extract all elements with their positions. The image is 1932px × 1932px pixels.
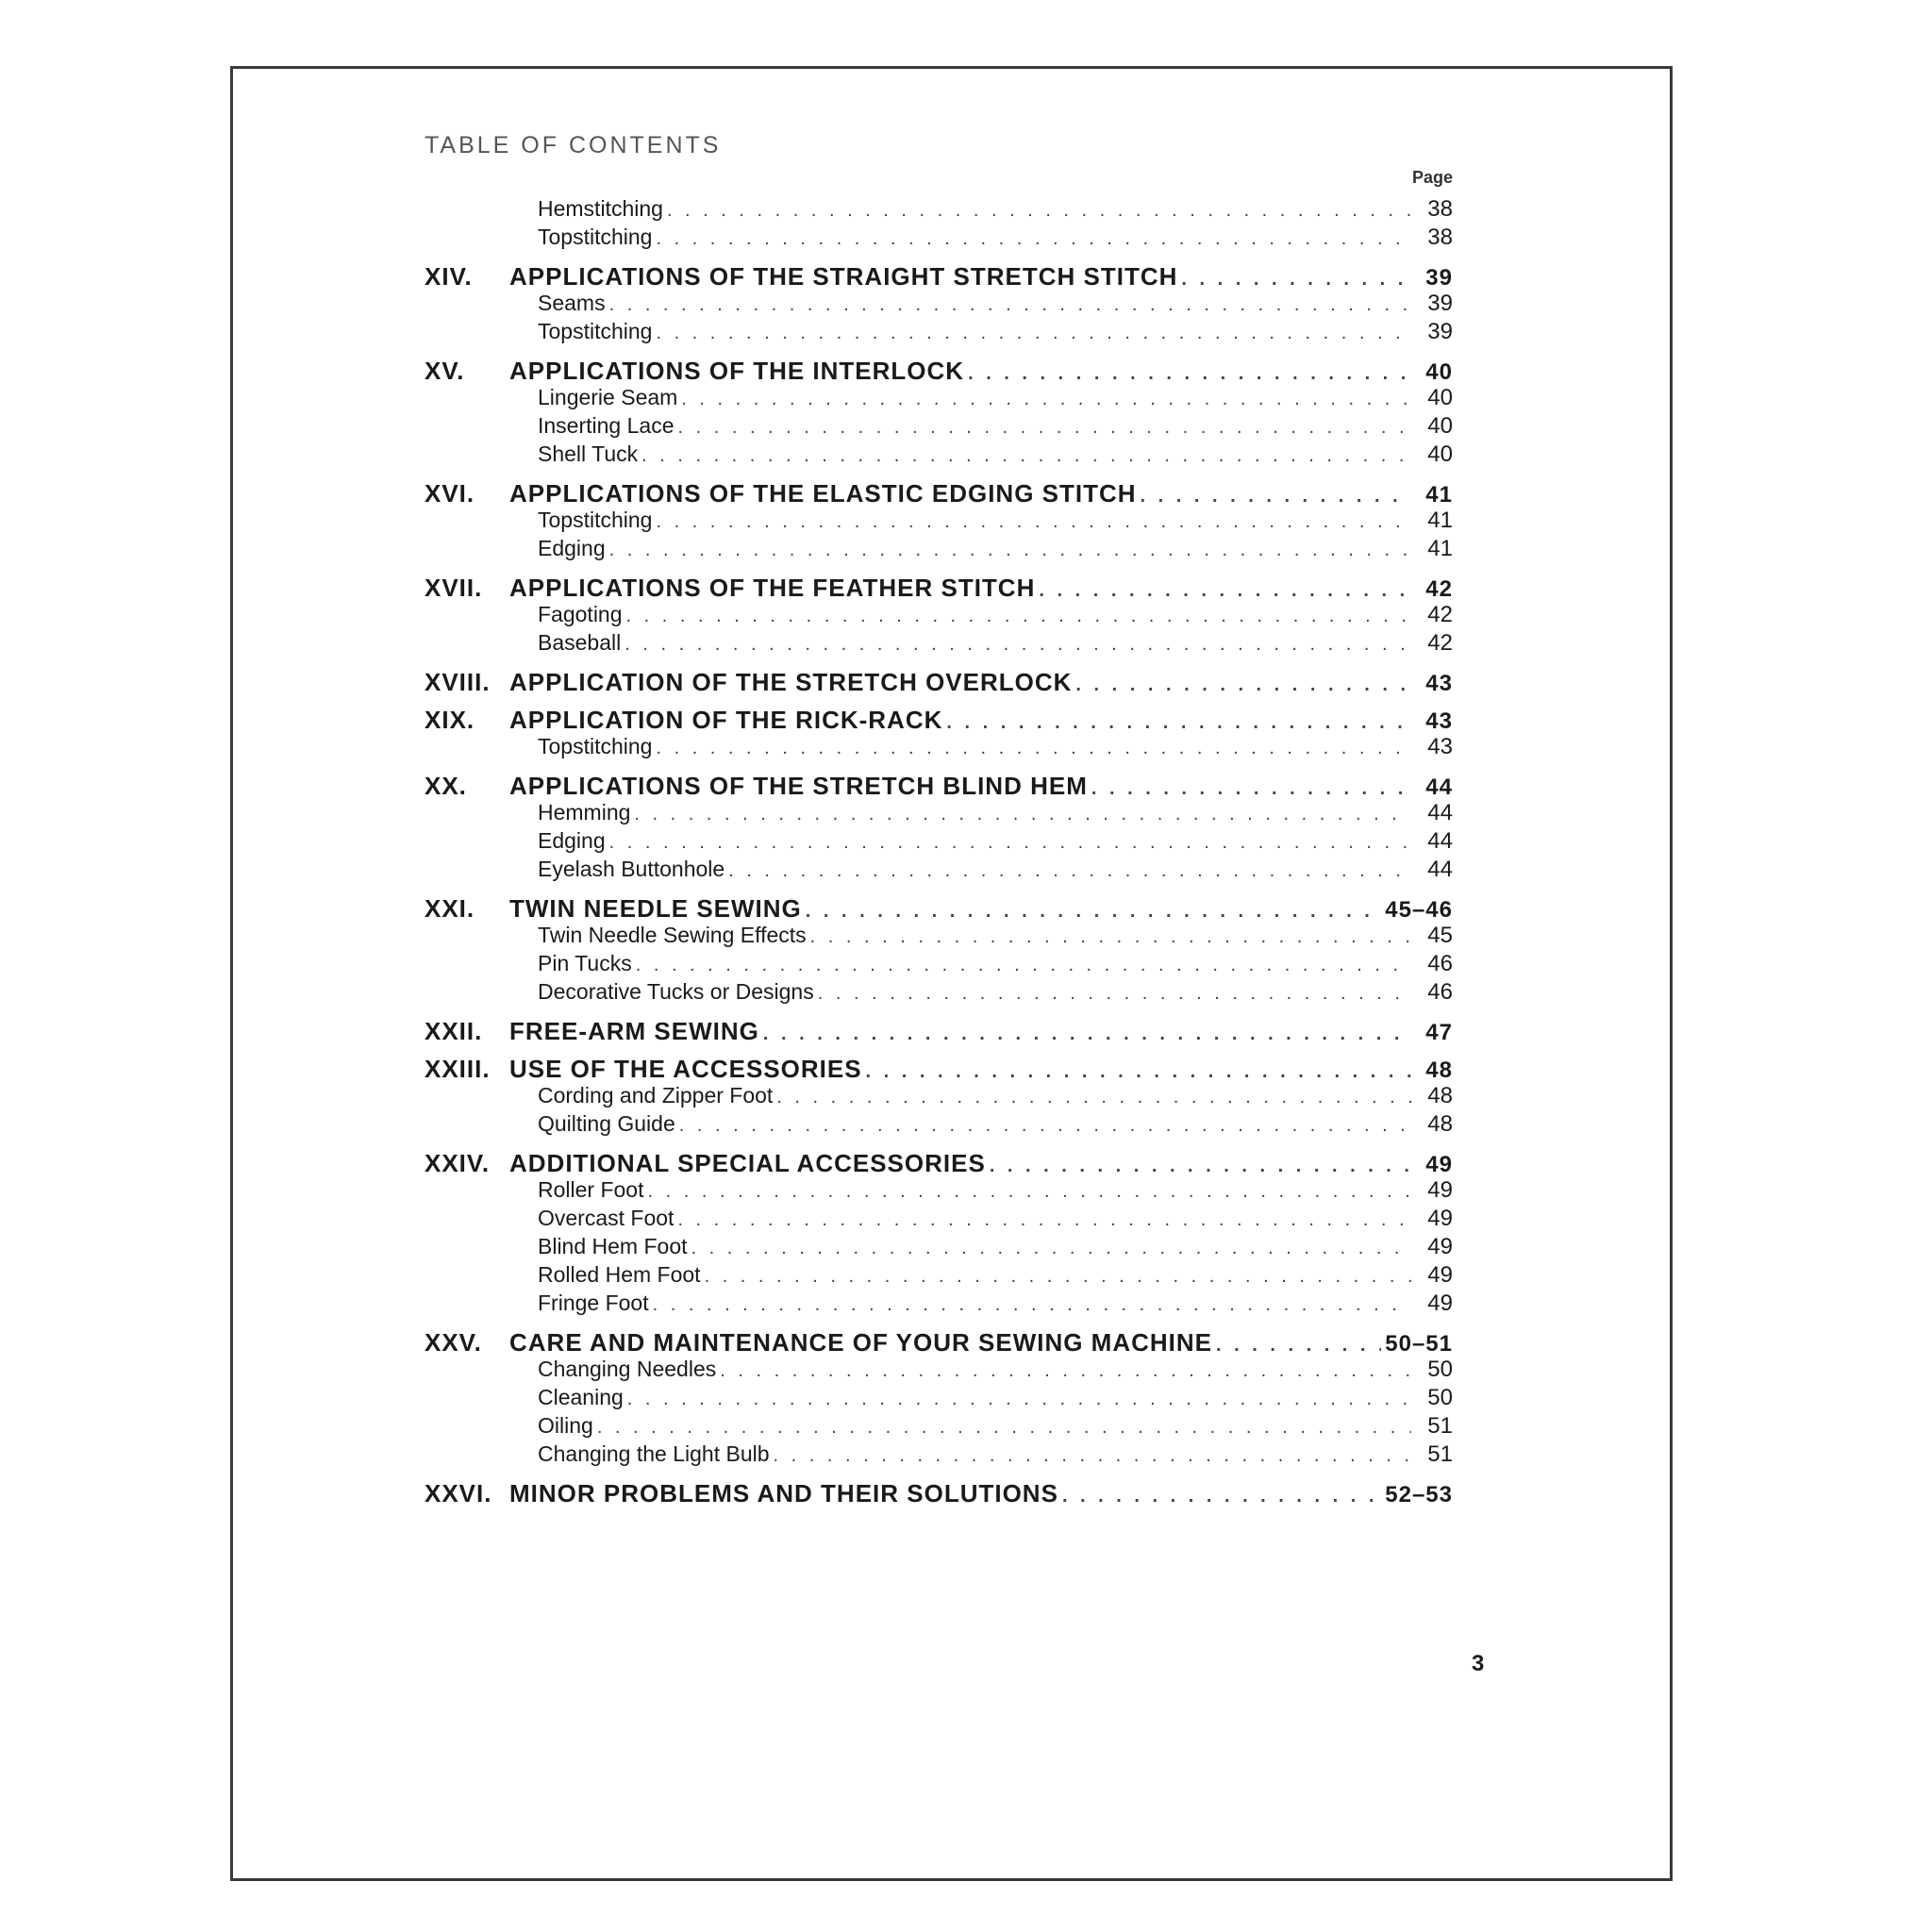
toc-section-row — [425, 1328, 1453, 1357]
section-number: XVIII. — [425, 668, 491, 696]
toc-subentry-row — [425, 1111, 1453, 1138]
subentry-title: Overcast Foot — [538, 1206, 675, 1230]
toc-subentry-row — [425, 413, 1453, 440]
toc-section-row — [425, 262, 1453, 291]
page-ref: 45–46 — [1385, 897, 1453, 923]
page-ref: 49 — [1427, 1234, 1453, 1259]
subentry-title: Changing the Light Bulb — [538, 1441, 770, 1466]
dot-leader — [626, 606, 1411, 627]
section-title: TWIN NEEDLE SEWING — [509, 894, 802, 923]
toc-subentry-row — [425, 602, 1453, 628]
page-ref: 50 — [1427, 1385, 1453, 1410]
section-number: XXIV. — [425, 1149, 491, 1177]
dot-leader — [1062, 1486, 1381, 1507]
dot-leader — [656, 228, 1411, 250]
section-number: XXII. — [425, 1017, 483, 1045]
page-ref: 46 — [1427, 979, 1453, 1005]
section-title: APPLICATION OF THE STRETCH OVERLOCK — [509, 668, 1073, 696]
dot-leader — [990, 1156, 1411, 1177]
subentry-title: Fagoting — [538, 602, 623, 626]
page-ref: 49 — [1427, 1262, 1453, 1288]
toc-subentry-row — [425, 291, 1453, 317]
subentry-title: Blind Hem Foot — [538, 1234, 688, 1258]
toc-subentry-row — [425, 1413, 1453, 1440]
section-title: APPLICATIONS OF THE ELASTIC EDGING STITCH — [509, 479, 1137, 508]
section-number: XIX. — [425, 706, 475, 734]
toc-subentry-row — [425, 1177, 1453, 1204]
toc-section-row — [425, 1055, 1453, 1084]
subentry-title: Fringe Foot — [538, 1291, 649, 1315]
page-number: 3 — [1472, 1651, 1485, 1676]
section-title: FREE-ARM SEWING — [509, 1017, 759, 1045]
page-ref: 44 — [1427, 800, 1453, 825]
page-ref: 43 — [1425, 708, 1453, 734]
section-title: MINOR PROBLEMS AND THEIR SOLUTIONS — [509, 1479, 1058, 1507]
dot-leader — [866, 1061, 1411, 1083]
subentry-title: Lingerie Seam — [538, 385, 678, 409]
section-title: CARE AND MAINTENANCE OF YOUR SEWING MACHINE — [509, 1328, 1213, 1357]
page-ref: 39 — [1427, 319, 1453, 344]
toc-subentry-row — [425, 1234, 1453, 1260]
page-ref: 50–51 — [1385, 1331, 1453, 1357]
toc-section-row — [425, 772, 1453, 801]
subentry-title: Hemstitching — [538, 196, 663, 221]
subentry-title: Topstitching — [538, 225, 653, 249]
section-number: XIV. — [425, 262, 473, 291]
section-title: APPLICATIONS OF THE STRAIGHT STRETCH STITCH — [509, 262, 1178, 291]
toc-subentry-row — [425, 800, 1453, 826]
section-title: APPLICATIONS OF THE STRETCH BLIND HEM — [509, 772, 1088, 800]
toc-subentry-row — [425, 319, 1453, 345]
page-ref: 39 — [1427, 291, 1453, 316]
page-ref: 46 — [1427, 951, 1453, 976]
dot-leader — [681, 389, 1411, 410]
dot-leader — [609, 540, 1411, 561]
toc-section-row — [425, 479, 1453, 508]
subentry-title: Twin Needle Sewing Effects — [538, 923, 807, 947]
subentry-title: Baseball — [538, 630, 622, 655]
dot-leader — [774, 1445, 1411, 1467]
dot-leader — [1075, 675, 1411, 696]
toc-section-row — [425, 1149, 1453, 1178]
dot-leader — [763, 1024, 1411, 1045]
subentry-title: Rolled Hem Foot — [538, 1262, 701, 1287]
toc-subentry-row — [425, 979, 1453, 1006]
toc-subentry-row — [425, 536, 1453, 562]
toc-section-row — [425, 1017, 1453, 1046]
page-ref: 50 — [1427, 1357, 1453, 1382]
subentry-title: Roller Foot — [538, 1177, 644, 1202]
dot-leader — [810, 926, 1411, 948]
dot-leader — [720, 1360, 1411, 1382]
subentry-title: Eyelash Buttonhole — [538, 857, 725, 881]
page-ref: 51 — [1427, 1441, 1453, 1467]
subentry-title: Edging — [538, 536, 606, 560]
page-ref: 49 — [1427, 1291, 1453, 1316]
toc-section-row — [425, 668, 1453, 697]
page-ref: 38 — [1427, 196, 1453, 222]
page-ref: 40 — [1425, 359, 1453, 385]
subentry-title: Cleaning — [538, 1385, 624, 1409]
dot-leader — [656, 738, 1411, 759]
toc-subentry-row — [425, 225, 1453, 251]
toc-subentry-row — [425, 734, 1453, 760]
toc-subentry-row — [425, 1291, 1453, 1317]
toc-section-row — [425, 1479, 1453, 1508]
dot-leader — [1141, 486, 1411, 508]
page-ref: 41 — [1427, 508, 1453, 533]
dot-leader — [679, 1115, 1411, 1137]
toc-section-row — [425, 574, 1453, 603]
section-title: APPLICATION OF THE RICK-RACK — [509, 706, 943, 734]
dot-leader — [609, 294, 1411, 316]
page-ref: 44 — [1425, 774, 1453, 800]
dot-leader — [806, 901, 1381, 923]
page-ref: 39 — [1425, 265, 1453, 291]
page-ref: 49 — [1425, 1152, 1453, 1177]
toc-subentry-row — [425, 196, 1453, 223]
page-ref: 48 — [1425, 1058, 1453, 1083]
page-ref: 40 — [1427, 385, 1453, 410]
section-number: XXV. — [425, 1328, 482, 1357]
toc-subentry-row — [425, 828, 1453, 855]
toc-subentry-row — [425, 630, 1453, 657]
page-ref: 45 — [1427, 923, 1453, 948]
toc-subentry-row — [425, 1441, 1453, 1468]
page-ref: 38 — [1427, 225, 1453, 250]
section-number: XXI. — [425, 894, 475, 923]
toc-subentry-row — [425, 441, 1453, 468]
page-ref: 41 — [1425, 482, 1453, 508]
toc-subentry-row — [425, 951, 1453, 977]
subentry-title: Inserting Lace — [538, 413, 675, 438]
dot-leader — [656, 511, 1411, 533]
subentry-title: Topstitching — [538, 508, 653, 532]
page-ref: 42 — [1427, 602, 1453, 627]
toc-subentry-row — [425, 385, 1453, 411]
page-ref: 52–53 — [1385, 1482, 1453, 1507]
dot-leader — [656, 323, 1411, 344]
page-ref: 40 — [1427, 441, 1453, 467]
page-ref: 44 — [1427, 828, 1453, 854]
dot-leader — [609, 832, 1411, 854]
dot-leader — [634, 804, 1411, 825]
dot-leader — [705, 1266, 1411, 1288]
page-ref: 48 — [1427, 1083, 1453, 1108]
dot-leader — [625, 634, 1411, 656]
section-number: XX. — [425, 772, 467, 800]
toc-subentry-row — [425, 1385, 1453, 1411]
dot-leader — [627, 1389, 1411, 1410]
page-ref: 43 — [1427, 734, 1453, 759]
subentry-title: Shell Tuck — [538, 441, 639, 466]
page-ref: 47 — [1425, 1020, 1453, 1045]
subentry-title: Cording and Zipper Foot — [538, 1083, 774, 1108]
toc-subentry-row — [425, 923, 1453, 949]
subentry-title: Changing Needles — [538, 1357, 717, 1381]
section-number: XXIII. — [425, 1055, 491, 1083]
subentry-title: Topstitching — [538, 319, 653, 343]
subentry-title: Seams — [538, 291, 606, 315]
page-ref: 42 — [1427, 630, 1453, 656]
dot-leader — [1181, 269, 1411, 291]
dot-leader — [667, 200, 1411, 222]
section-number: XXVI. — [425, 1479, 492, 1507]
subentry-title: Topstitching — [538, 734, 653, 758]
toc-subentry-row — [425, 857, 1453, 883]
toc-section-row — [425, 894, 1453, 924]
toc-section-row — [425, 357, 1453, 386]
page-ref: 51 — [1427, 1413, 1453, 1439]
section-number: XVI. — [425, 479, 475, 508]
page-ref: 44 — [1427, 857, 1453, 882]
toc-subentry-row — [425, 1206, 1453, 1232]
page-ref: 40 — [1427, 413, 1453, 439]
page-ref: 42 — [1425, 576, 1453, 602]
section-number: XVII. — [425, 574, 483, 602]
subentry-title: Hemming — [538, 800, 631, 824]
dot-leader — [1091, 778, 1411, 800]
page-ref: 43 — [1425, 671, 1453, 696]
dot-leader — [691, 1238, 1411, 1259]
dot-leader — [636, 955, 1411, 976]
subentry-title: Pin Tucks — [538, 951, 632, 975]
subentry-title: Oiling — [538, 1413, 593, 1438]
page-column-label: Page — [1411, 168, 1453, 187]
dot-leader — [653, 1294, 1411, 1316]
subentry-title: Decorative Tucks or Designs — [538, 979, 814, 1004]
dot-leader — [641, 445, 1411, 467]
dot-leader — [728, 860, 1411, 882]
dot-leader — [776, 1087, 1411, 1108]
page-ref: 49 — [1427, 1177, 1453, 1203]
section-number: XV. — [425, 357, 465, 385]
toc-subentry-row — [425, 1262, 1453, 1289]
dot-leader — [647, 1181, 1411, 1203]
dot-leader — [1039, 580, 1411, 602]
dot-leader — [968, 363, 1411, 385]
dot-leader — [677, 417, 1411, 439]
section-title: APPLICATIONS OF THE INTERLOCK — [509, 357, 965, 385]
dot-leader — [946, 712, 1411, 734]
subentry-title: Edging — [538, 828, 606, 853]
dot-leader — [818, 983, 1411, 1005]
toc-subentry-row — [425, 508, 1453, 534]
subentry-title: Quilting Guide — [538, 1111, 675, 1136]
page-ref: 41 — [1427, 536, 1453, 561]
dot-leader — [597, 1417, 1411, 1439]
dot-leader — [677, 1209, 1411, 1231]
section-title: ADDITIONAL SPECIAL ACCESSORIES — [509, 1149, 986, 1177]
toc-subentry-row — [425, 1083, 1453, 1109]
page-title: TABLE OF CONTENTS — [425, 132, 722, 158]
section-title: USE OF THE ACCESSORIES — [509, 1055, 862, 1083]
page-ref: 48 — [1427, 1111, 1453, 1137]
toc-subentry-row — [425, 1357, 1453, 1383]
page-ref: 49 — [1427, 1206, 1453, 1231]
table-of-contents — [425, 0, 1453, 1932]
section-title: APPLICATIONS OF THE FEATHER STITCH — [509, 574, 1036, 602]
toc-section-row — [425, 706, 1453, 735]
dot-leader — [1216, 1335, 1381, 1357]
